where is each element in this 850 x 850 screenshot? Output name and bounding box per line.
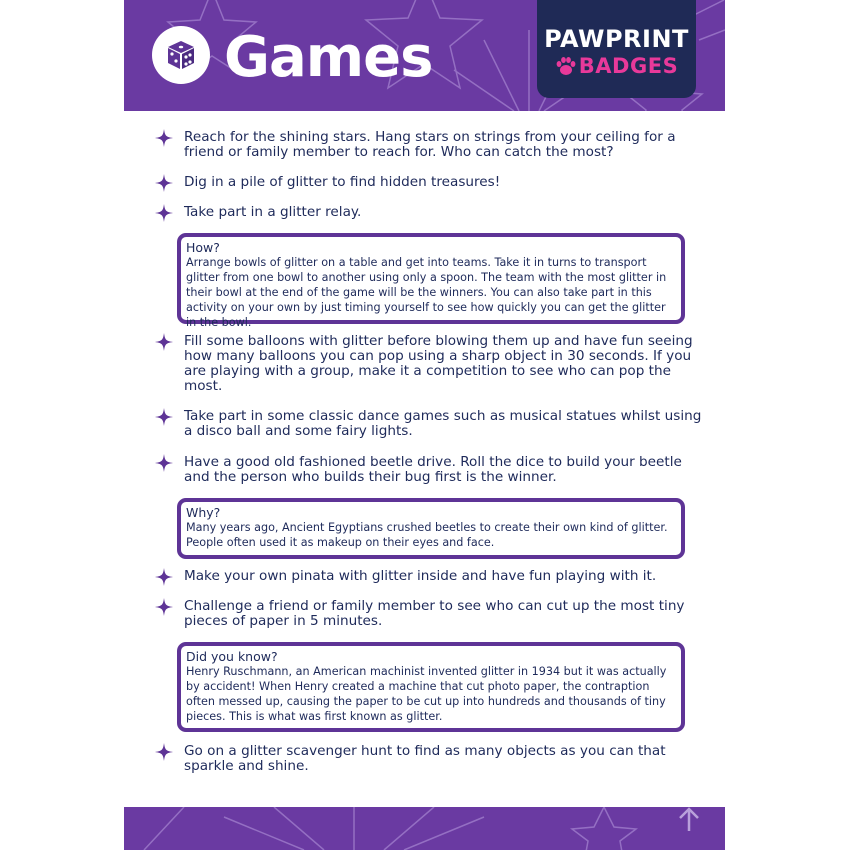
list-item: Have a good old fashioned beetle drive. Roll the dice to build your beetle and the person who builds their bug first is the winner. — [184, 454, 682, 485]
sparkle-bullet-icon — [155, 174, 173, 192]
sparkle-bullet-icon — [155, 408, 173, 426]
sparkle-bullet-icon — [155, 454, 173, 472]
info-box-body: Arrange bowls of glitter on a table and get into teams. Take it in turns to transport glitter from one bowl to another using only a spoon. The team with the most glitter in their bowl at the end of the game will be the winners. You can also take part in this activity on your own by just timing yourself to see how quickly you can get the glitter in the bowl. — [186, 256, 667, 329]
info-box-did-you-know — [177, 642, 685, 732]
page-title: Games — [224, 25, 433, 90]
list-item: Fill some balloons with glitter before blowing them up and have fun seeing how many balloons you can pop using a sharp object in 30 seconds. If you are playing with a group, make it a competition to see who can pop the most. — [184, 333, 693, 394]
sparkle-bullet-icon — [155, 204, 173, 222]
info-box-why — [177, 498, 685, 559]
brand-logo — [537, 0, 696, 98]
brand-name-line1: PAWPRINT — [544, 25, 689, 53]
up-arrow-icon[interactable] — [675, 807, 703, 833]
info-box-title: Did you know? — [186, 649, 278, 664]
list-item: Reach for the shining stars. Hang stars on strings from your ceiling for a friend or family member to reach for. Who can catch the most? — [184, 129, 676, 160]
list-item: Take part in some classic dance games such as musical statues whilst using a disco ball and some fairy lights. — [184, 408, 702, 439]
dice-icon — [152, 26, 210, 84]
info-box-body: Henry Ruschmann, an American machinist invented glitter in 1934 but it was actually by accident! When Henry created a machine that cut photo paper, the contraption often messed up, causing the paper to be cut up into hundreds and thousands of tiny pieces. This is what was first known as glitter. — [186, 665, 667, 723]
sparkle-bullet-icon — [155, 743, 173, 761]
footer-star-decoration — [124, 807, 725, 850]
brand-name-line2: BADGES — [578, 54, 679, 78]
sparkle-bullet-icon — [155, 129, 173, 147]
sparkle-bullet-icon — [155, 568, 173, 586]
list-item: Go on a glitter scavenger hunt to find as many objects as you can that sparkle and shine. — [184, 743, 666, 774]
info-box-body: Many years ago, Ancient Egyptians crushed beetles to create their own kind of glitter. People often used it as makeup on their eyes and face. — [186, 521, 668, 549]
sparkle-bullet-icon — [155, 598, 173, 616]
list-item: Take part in a glitter relay. — [184, 204, 362, 220]
page-header — [124, 0, 725, 111]
info-box-title: How? — [186, 240, 220, 255]
activity-sheet — [124, 0, 725, 850]
info-box-how — [177, 233, 685, 329]
list-item: Make your own pinata with glitter inside and have fun playing with it. — [184, 568, 657, 584]
list-item: Challenge a friend or family member to see who can cut up the most tiny pieces of paper in 5 minutes. — [184, 598, 685, 629]
page-footer — [124, 807, 725, 850]
paw-icon — [555, 56, 577, 76]
info-box-title: Why? — [186, 505, 221, 520]
list-item: Dig in a pile of glitter to find hidden treasures! — [184, 174, 501, 190]
sparkle-bullet-icon — [155, 333, 173, 351]
